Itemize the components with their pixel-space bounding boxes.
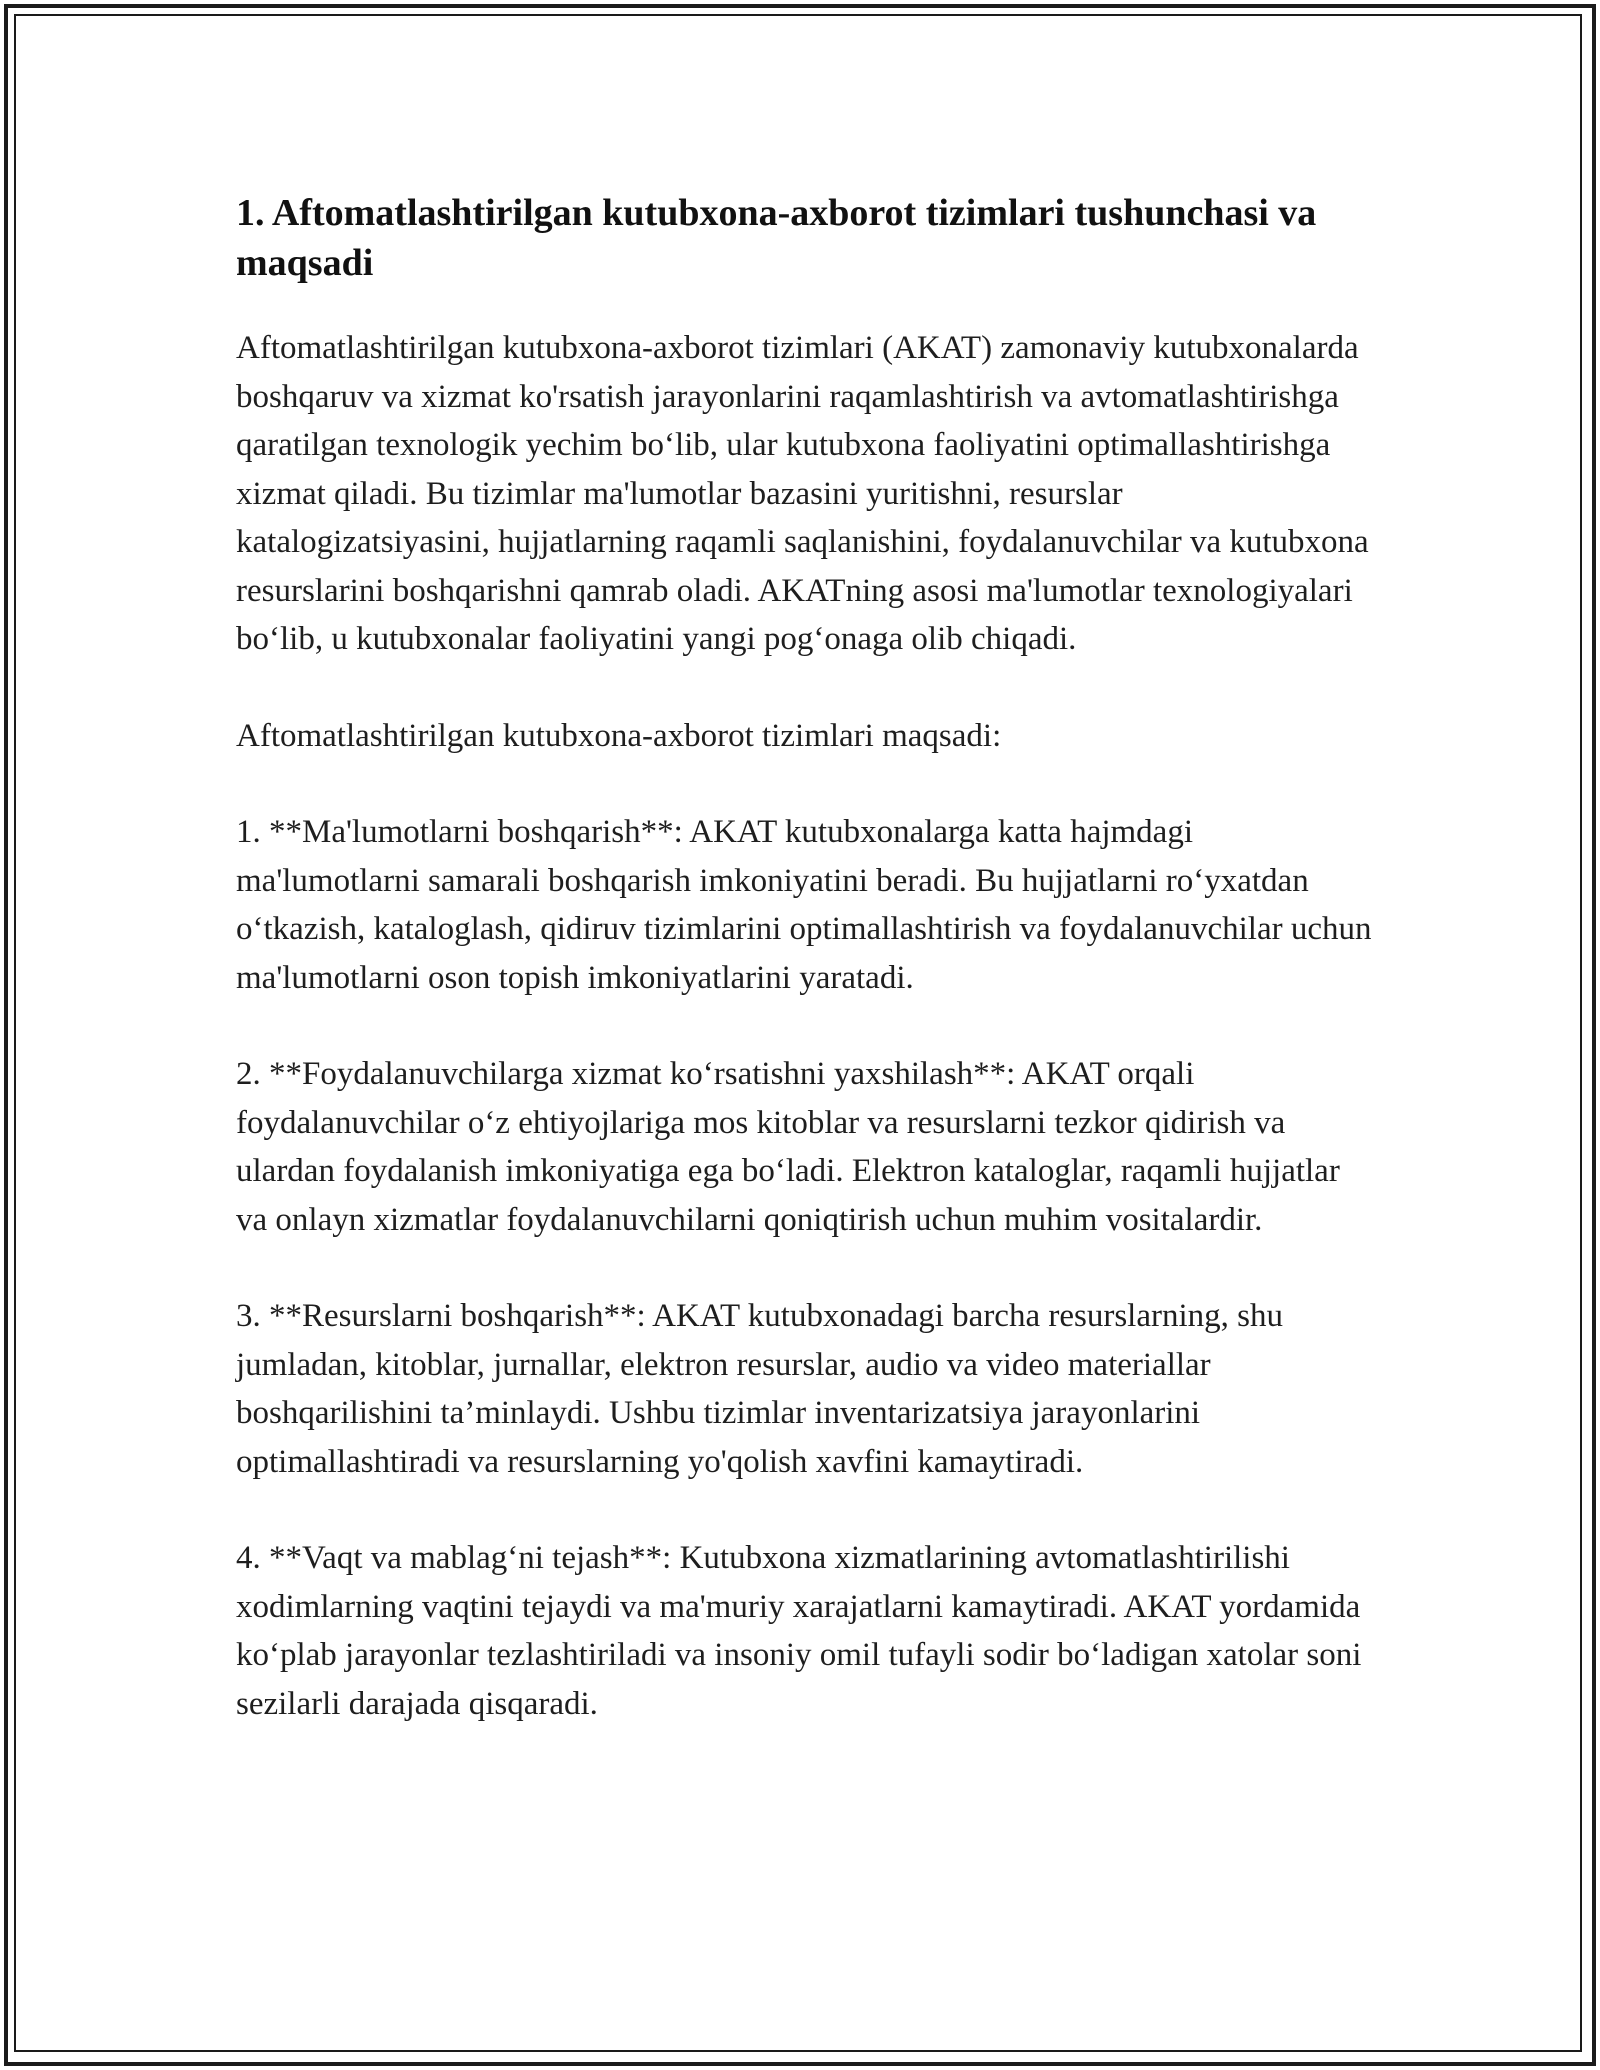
document-page: [236, 188, 1376, 1776]
document-title: 1. Aftomatlashtirilgan kutubxona-axborot tizimlari tushunchasi va maqsadi: [236, 192, 1317, 284]
goals-heading: Aftomatlashtirilgan kutubxona-axborot tizimlari maqsadi:: [236, 717, 1002, 754]
goal-item-3: 3. **Resurslarni boshqarish**: AKAT kutubxonadagi barcha resurslarning, shu jumladan, kitoblar, jurnallar, elektron resurslar, audio va video materiallar boshqarilishini ta’minlaydi. Ushbu tizimlar inventarizatsiya jarayonlarini optimallashtiradi va resurslarning yo'qolish xavfini kamaytiradi.: [236, 1298, 1283, 1480]
goal-item-2: 2. **Foydalanuvchilarga xizmat ko‘rsatishni yaxshilash**: AKAT orqali foydalanuvchilar o‘z ehtiyojlariga mos kitoblar va resurslarni tezkor qidirish va ulardan foydalanish imkoniyatiga ega bo‘ladi. Elektron kataloglar, raqamli hujjatlar va onlayn xizmatlar foydalanuvchilarni qoniqtirish uchun muhim vositalardir.: [236, 1056, 1340, 1238]
goal-item-4: 4. **Vaqt va mablag‘ni tejash**: Kutubxona xizmatlarining avtomatlashtirilishi xodimlarning vaqtini tejaydi va ma'muriy xarajatlarni kamaytiradi. AKAT yordamida ko‘plab jarayonlar tezlashtiriladi va insoniy omil tufayli sodir bo‘ladigan xatolar soni sezilarli darajada qisqaradi.: [236, 1540, 1362, 1722]
intro-paragraph: Aftomatlashtirilgan kutubxona-axborot tizimlari (AKAT) zamonaviy kutubxonalarda boshqaruv va xizmat ko'rsatish jarayonlarini raqamlashtirish va avtomatlashtirishga qaratilgan texnologik yechim bo‘lib, ular kutubxona faoliyatini optimallashtirishga xizmat qiladi. Bu tizimlar ma'lumotlar bazasini yuritishni, resurslar katalogizatsiyasini, hujjatlarning raqamli saqlanishini, foydalanuvchilar va kutubxona resurslarini boshqarishni qamrab oladi. AKATning asosi ma'lumotlar texnologiyalari bo‘lib, u kutubxonalar faoliyatini yangi pog‘onaga olib chiqadi.: [236, 330, 1369, 657]
goal-item-1: 1. **Ma'lumotlarni boshqarish**: AKAT kutubxonalarga katta hajmdagi ma'lumotlarni samarali boshqarish imkoniyatini beradi. Bu hujjatlarni ro‘yxatdan o‘tkazish, kataloglash, qidiruv tizimlarini optimallashtirish va foydalanuvchilar uchun ma'lumotlarni oson topish imkoniyatlarini yaratadi.: [236, 814, 1372, 996]
